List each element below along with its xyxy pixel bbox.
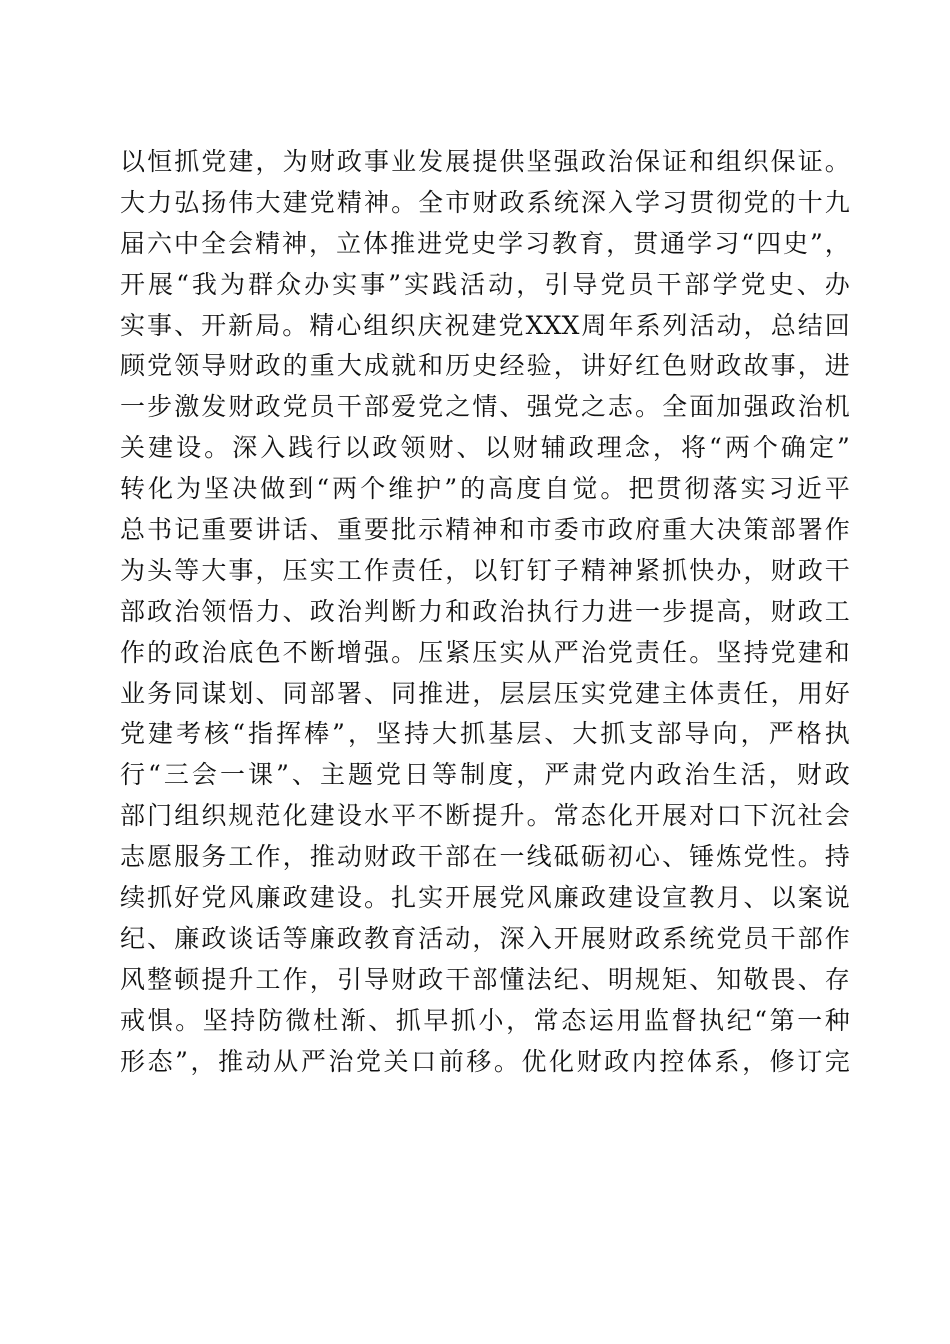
- text-line-16: 行“三会一课”、主题党日等制度，严肃党内政治生活，财政: [120, 760, 850, 790]
- text-line-19: 续抓好党风廉政建设。扎实开展党风廉政建设宣教月、以案说: [120, 883, 850, 913]
- text-line-5: 实事、开新局。精心组织庆祝建党XXX周年系列活动，总结回: [120, 310, 850, 340]
- text-line-1: 以恒抓党建，为财政事业发展提供坚强政治保证和组织保证。: [120, 147, 850, 176]
- text-line-15: 党建考核“指挥棒”，坚持大抓基层、大抓支部导向，严格执: [120, 719, 850, 749]
- text-line-20: 纪、廉政谈话等廉政教育活动，深入开展财政系统党员干部作: [120, 923, 850, 953]
- body-paragraph: [120, 142, 850, 1082]
- text-line-22: 戒惧。坚持防微杜渐、抓早抓小，常态运用监督执纪“第一种: [120, 1005, 850, 1035]
- text-line-9: 转化为坚决做到“两个维护”的高度自觉。把贯彻落实习近平: [120, 474, 850, 504]
- text-line-6: 顾党领导财政的重大成就和历史经验，讲好红色财政故事，进: [120, 351, 850, 381]
- text-line-4: 开展“我为群众办实事”实践活动，引导党员干部学党史、办: [120, 269, 850, 299]
- text-line-2: 大力弘扬伟大建党精神。全市财政系统深入学习贯彻党的十九: [120, 187, 850, 217]
- text-line-21: 风整顿提升工作，引导财政干部懂法纪、明规矩、知敬畏、存: [120, 964, 850, 994]
- text-line-12: 部政治领悟力、政治判断力和政治执行力进一步提高，财政工: [120, 596, 850, 626]
- text-line-11: 为头等大事，压实工作责任，以钉钉子精神紧抓快办，财政干: [120, 555, 850, 585]
- text-line-14: 业务同谋划、同部署、同推进，层层压实党建主体责任，用好: [120, 678, 850, 708]
- text-line-23: 形态”，推动从严治党关口前移。优化财政内控体系，修订完: [120, 1046, 850, 1076]
- text-line-18: 志愿服务工作，推动财政干部在一线砥砺初心、锤炼党性。持: [120, 842, 850, 872]
- text-line-8: 关建设。深入践行以政领财、以财辅政理念，将“两个确定”: [120, 433, 850, 463]
- text-line-7: 一步激发财政党员干部爱党之情、强党之志。全面加强政治机: [120, 392, 850, 422]
- text-line-17: 部门组织规范化建设水平不断提升。常态化开展对口下沉社会: [120, 801, 850, 831]
- text-line-10: 总书记重要讲话、重要批示精神和市委市政府重大决策部署作: [120, 515, 850, 545]
- text-line-13: 作的政治底色不断增强。压紧压实从严治党责任。坚持党建和: [120, 637, 850, 667]
- text-line-3: 届六中全会精神，立体推进党史学习教育，贯通学习“四史”，: [120, 228, 850, 258]
